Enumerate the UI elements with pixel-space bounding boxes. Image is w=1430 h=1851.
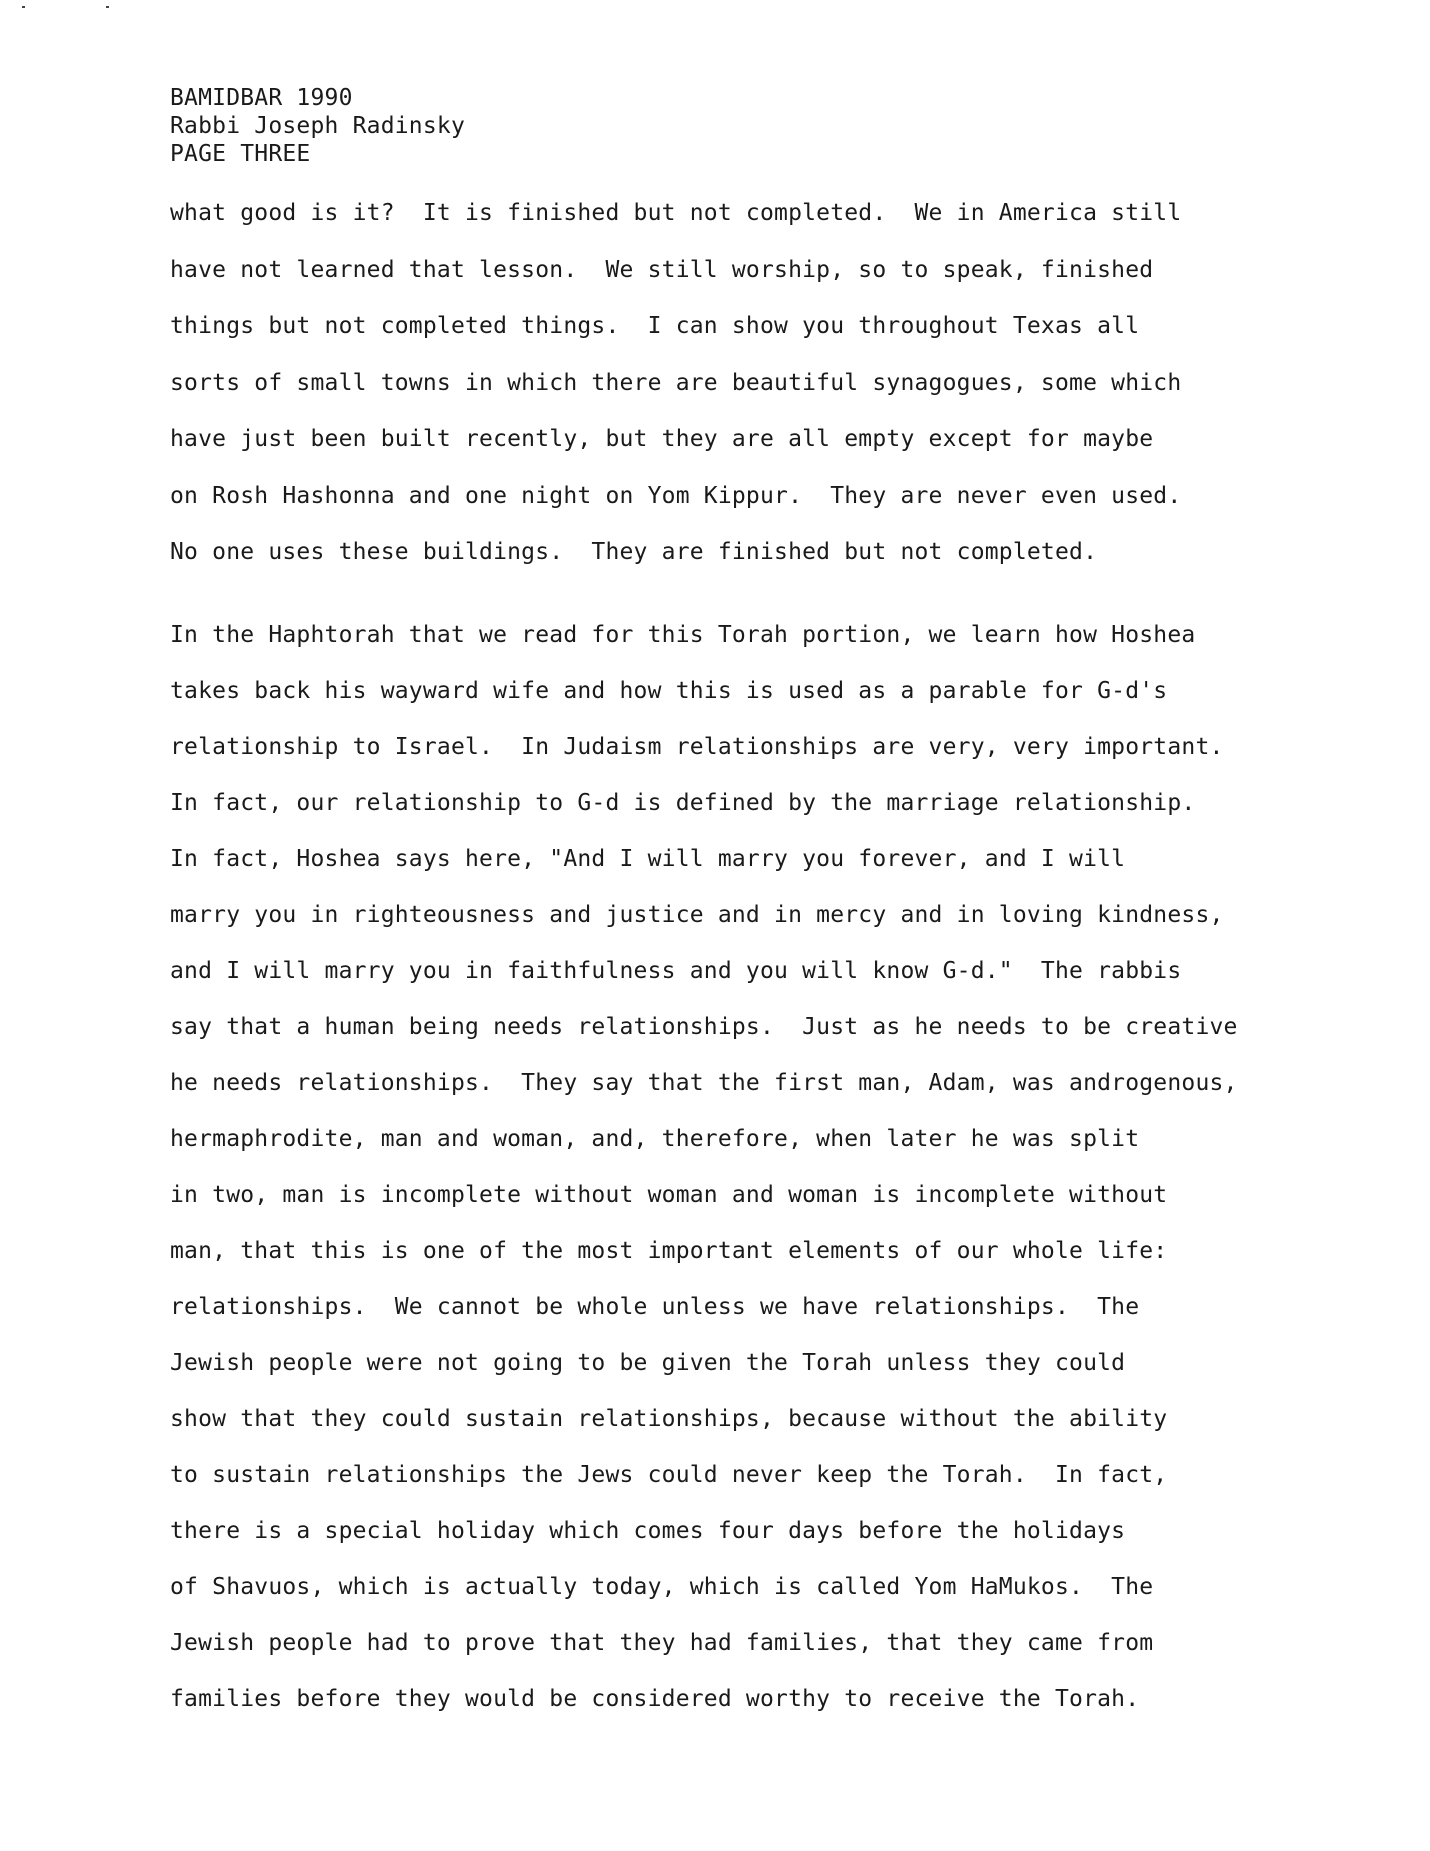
header-title: BAMIDBAR 1990 (170, 85, 353, 111)
text-line: In fact, Hoshea says here, "And I will marry you forever, and I will (170, 846, 1126, 872)
text-line: on Rosh Hashonna and one night on Yom Kippur. They are never even used. (170, 482, 1182, 509)
text-line: he needs relationships. They say that the first man, Adam, was androgenous, (170, 1070, 1238, 1096)
text-line: marry you in righteousness and justice and in mercy and in loving kindness, (170, 902, 1224, 928)
text-line: things but not completed things. I can show you throughout Texas all (170, 313, 1140, 339)
scan-artifact (22, 4, 112, 10)
header-page-label: PAGE THREE (170, 141, 311, 167)
text-line: have just been built recently, but they are all empty except for maybe (170, 426, 1154, 452)
text-line: of Shavuos, which is actually today, which is called Yom HaMukos. The (170, 1574, 1154, 1600)
text-line: say that a human being needs relationships. Just as he needs to be creative (170, 1014, 1238, 1040)
text-line: in two, man is incomplete without woman and woman is incomplete without (170, 1182, 1168, 1208)
text-line: to sustain relationships the Jews could never keep the Torah. In fact, (170, 1462, 1168, 1488)
paragraph-1 (170, 198, 1310, 594)
text-line: No one uses these buildings. They are finished but not completed. (170, 539, 1098, 565)
text-line: there is a special holiday which comes four days before the holidays (170, 1518, 1126, 1544)
text-line: In fact, our relationship to G-d is defined by the marriage relationship. (170, 790, 1196, 816)
header-author: Rabbi Joseph Radinsky (170, 113, 465, 139)
text-line: and I will marry you in faithfulness and you will know G-d." The rabbis (170, 958, 1182, 984)
document-header (170, 84, 465, 168)
text-line: relationships. We cannot be whole unless we have relationships. The (170, 1294, 1140, 1320)
text-line: what good is it? It is finished but not completed. We in America still (170, 200, 1182, 226)
paragraph-2 (170, 620, 1310, 1740)
text-line: relationship to Israel. In Judaism relationships are very, very important. (170, 734, 1224, 760)
text-line: In the Haphtorah that we read for this Torah portion, we learn how Hoshea (170, 622, 1196, 648)
text-line: man, that this is one of the most important elements of our whole life: (170, 1238, 1168, 1264)
text-line: takes back his wayward wife and how this is used as a parable for G-d's (170, 678, 1168, 704)
text-line: have not learned that lesson. We still worship, so to speak, finished (170, 256, 1154, 283)
text-line: families before they would be considered worthy to receive the Torah. (170, 1686, 1140, 1712)
text-line: hermaphrodite, man and woman, and, therefore, when later he was split (170, 1126, 1140, 1152)
text-line: Jewish people had to prove that they had families, that they came from (170, 1630, 1154, 1656)
text-line: Jewish people were not going to be given the Torah unless they could (170, 1350, 1126, 1376)
text-line: show that they could sustain relationships, because without the ability (170, 1406, 1168, 1432)
text-line: sorts of small towns in which there are beautiful synagogues, some which (170, 369, 1182, 396)
